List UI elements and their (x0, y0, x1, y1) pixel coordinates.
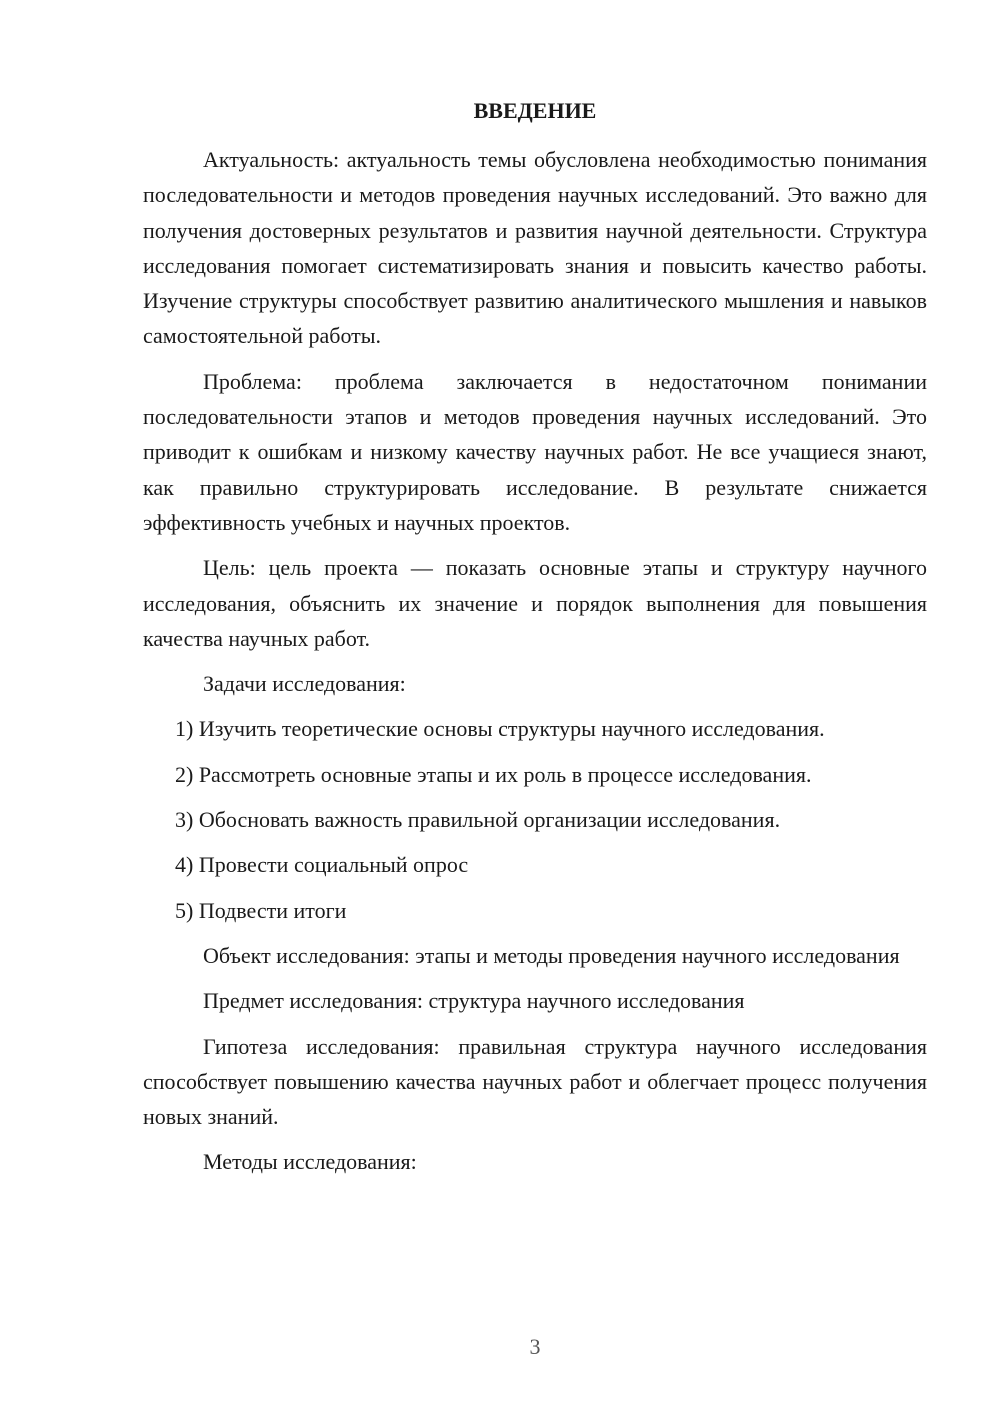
tasks-list (143, 711, 927, 927)
document-body (143, 142, 927, 1190)
paragraph-goal: Цель: цель проекта — показать основные этапы и структуру научного исследования, объяснить их значение и порядок выполнения для повышения качества научных работ. (143, 555, 927, 651)
task-item: 5) Подвести итоги (175, 897, 347, 923)
paragraph-relevance: Актуальность: актуальность темы обусловлена необходимостью понимания последовательности и методов проведения научных исследований. Это важно для получения достоверных результатов и развития научной деятельности. Структура исследования помогает систематизировать знания и повысить качество работы. Изучение структуры способствует развитию аналитического мышления и навыков самостоятельной работы. (143, 147, 927, 349)
task-item: 4) Провести социальный опрос (175, 852, 469, 878)
paragraph-subject: Предмет исследования: структура научного исследования (203, 988, 745, 1014)
document-page (143, 0, 927, 1414)
task-item: 1) Изучить теоретические основы структуры научного исследования. (175, 716, 825, 742)
paragraph-object: Объект исследования: этапы и методы проведения научного исследования (203, 942, 900, 968)
methods-title: Методы исследования: (203, 1149, 417, 1175)
task-item: 3) Обосновать важность правильной организации исследования. (175, 807, 781, 833)
task-item: 2) Рассмотреть основные этапы и их роль в процессе исследования. (175, 761, 812, 787)
page-title: ВВЕДЕНИЕ (473, 98, 597, 123)
page-number: 3 (529, 1334, 541, 1359)
paragraph-problem: Проблема: проблема заключается в недостаточном понимании последовательности этапов и методов проведения научных исследований. Это приводит к ошибкам и низкому качеству научных работ. Не все учащиеся знают, как правильно структурировать исследование. В результате снижается эффективность учебных и научных проектов. (143, 368, 927, 535)
tasks-title: Задачи исследования: (203, 671, 406, 697)
paragraph-hypothesis: Гипотеза исследования: правильная структура научного исследования способствует повышению качества научных работ и облегчает процесс получения новых знаний. (143, 1033, 927, 1130)
